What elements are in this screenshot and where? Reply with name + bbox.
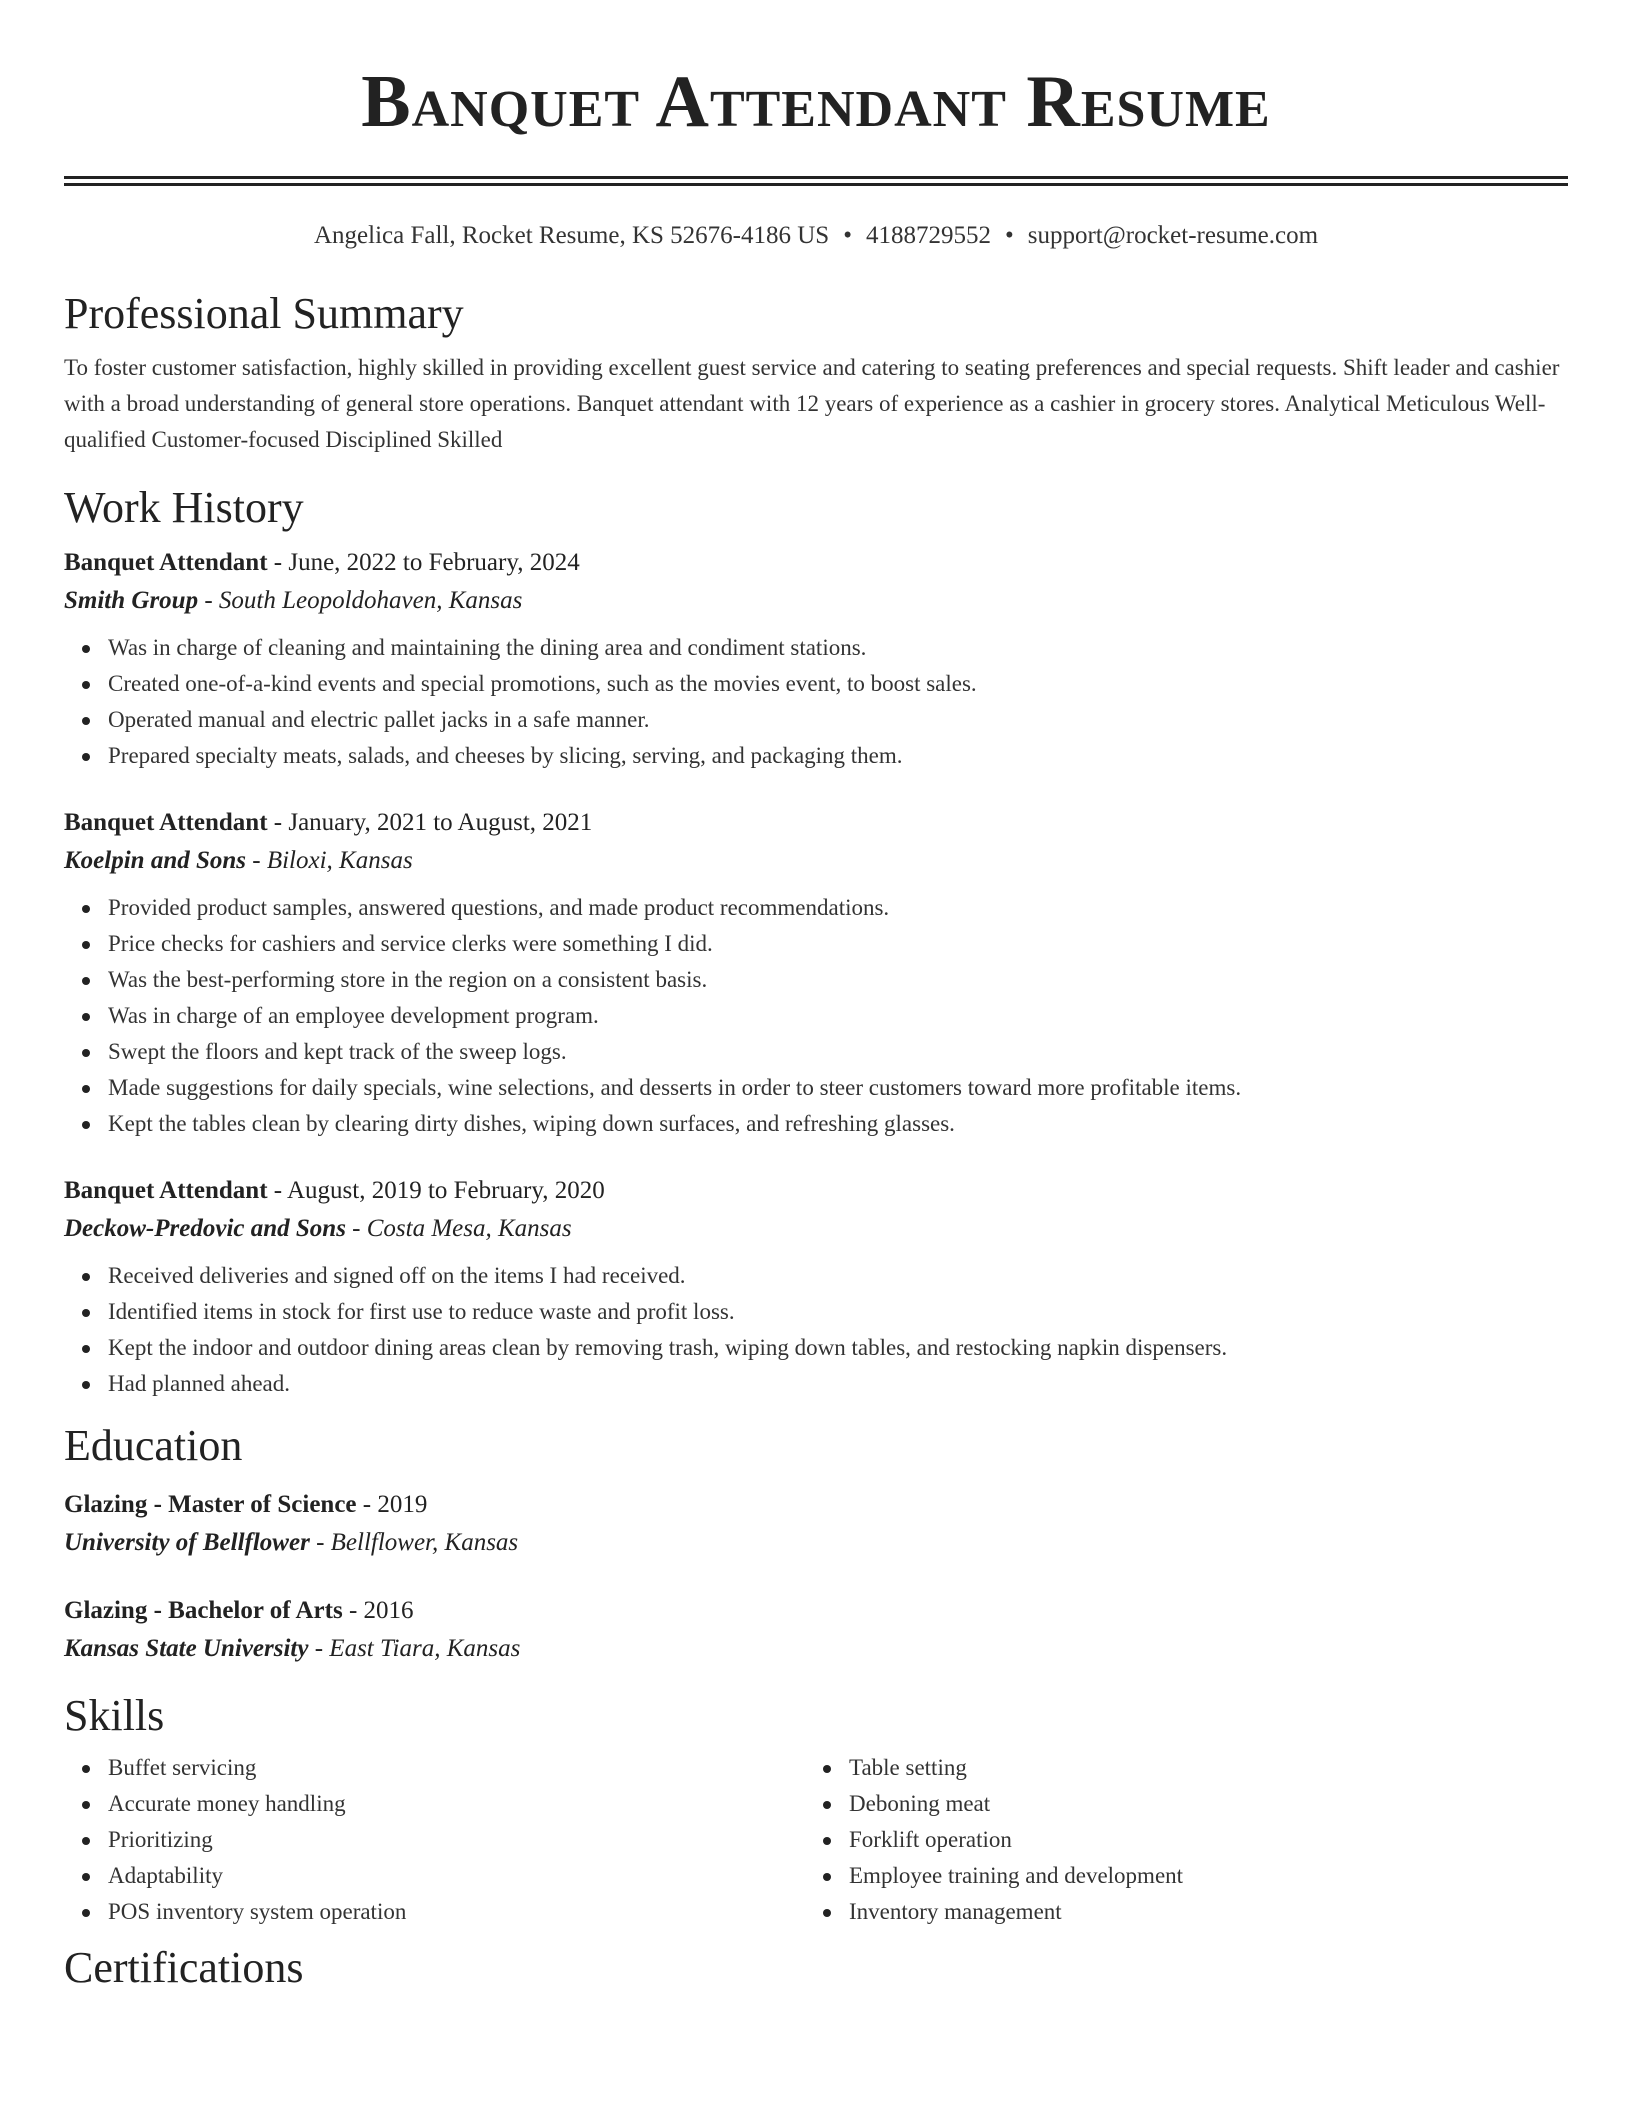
skills-heading: Skills xyxy=(64,1691,165,1740)
education-school-line xyxy=(64,1524,1568,1562)
contact-separator: • xyxy=(843,222,852,249)
skill-item: Inventory management xyxy=(849,1894,1546,1930)
job-employer-line xyxy=(64,1210,1568,1248)
education-location: - East Tiara, Kansas xyxy=(308,1635,521,1662)
contact-line xyxy=(64,220,1568,252)
job-title-line xyxy=(64,544,1568,582)
job-duty: Swept the floors and kept track of the sweep logs. xyxy=(108,1034,1568,1070)
education-school: Kansas State University xyxy=(64,1635,309,1662)
education-degree-line xyxy=(64,1486,1568,1524)
skill-item: Forklift operation xyxy=(849,1822,1546,1858)
contact-address: Angelica Fall, Rocket Resume, KS 52676-4186 US xyxy=(313,222,830,249)
job-dates: - August, 2019 to February, 2020 xyxy=(267,1177,605,1204)
education-location: - Bellflower, Kansas xyxy=(309,1529,519,1556)
work-history-heading: Work History xyxy=(64,483,304,532)
skills-right xyxy=(805,1750,1546,1930)
job-employer: Koelpin and Sons xyxy=(64,847,247,874)
job-duty: Kept the tables clean by clearing dirty dishes, wiping down surfaces, and refreshing glasses. xyxy=(108,1106,1568,1142)
job-duties xyxy=(64,630,1568,774)
job-duty: Had planned ahead. xyxy=(108,1366,1568,1402)
education-entry xyxy=(64,1486,1568,1562)
job-duty: Provided product samples, answered questions, and made product recommendations. xyxy=(108,890,1568,926)
job-role: Banquet Attendant xyxy=(64,549,268,576)
job-location: - Biloxi, Kansas xyxy=(246,847,413,874)
job-duty: Prepared specialty meats, salads, and cheeses by slicing, serving, and packaging them. xyxy=(108,738,1568,774)
education-school: University of Bellflower xyxy=(64,1529,310,1556)
job-duty: Kept the indoor and outdoor dining areas clean by removing trash, wiping down tables, and restocking napkin dispensers. xyxy=(108,1330,1568,1366)
job-dates: - June, 2022 to February, 2024 xyxy=(267,549,580,576)
skill-item: Adaptability xyxy=(108,1858,805,1894)
job-title-line xyxy=(64,804,1568,842)
job-duty: Was in charge of cleaning and maintaining the dining area and condiment stations. xyxy=(108,630,1568,666)
education-degree-line xyxy=(64,1592,1568,1630)
education-school-line xyxy=(64,1630,1568,1668)
skill-item: Accurate money handling xyxy=(108,1786,805,1822)
job-employer: Smith Group xyxy=(64,587,199,614)
education-degree: Glazing - Bachelor of Arts xyxy=(64,1597,343,1624)
education-degree: Glazing - Master of Science xyxy=(64,1491,357,1518)
certifications-heading: Certifications xyxy=(64,1943,304,1992)
contact-separator: • xyxy=(1004,222,1014,249)
education-year: - 2016 xyxy=(342,1597,414,1624)
job-location: - South Leopoldohaven, Kansas xyxy=(198,587,523,614)
job-duty: Made suggestions for daily specials, wine selections, and desserts in order to steer customers toward more profitable items. xyxy=(108,1070,1568,1106)
skills-list xyxy=(64,1750,1568,1930)
skill-item: Table setting xyxy=(849,1750,1546,1786)
job-duty: Created one-of-a-kind events and special promotions, such as the movies event, to boost sales. xyxy=(108,666,1568,702)
job-duty: Price checks for cashiers and service clerks were something I did. xyxy=(108,926,1568,962)
summary-heading: Professional Summary xyxy=(64,289,464,338)
job-dates: - January, 2021 to August, 2021 xyxy=(267,809,593,836)
job-location: - Costa Mesa, Kansas xyxy=(345,1215,572,1242)
job-role: Banquet Attendant xyxy=(64,1177,268,1204)
job-role: Banquet Attendant xyxy=(64,809,268,836)
job-duty: Was the best-performing store in the region on a consistent basis. xyxy=(108,962,1568,998)
contact-phone: 4188729552 xyxy=(865,222,991,249)
education-year: - 2019 xyxy=(356,1491,428,1518)
skills-left xyxy=(64,1750,805,1930)
skill-item: Deboning meat xyxy=(849,1786,1546,1822)
job-employer: Deckow-Predovic and Sons xyxy=(64,1215,346,1242)
job-employer-line xyxy=(64,842,1568,880)
job-duties xyxy=(64,890,1568,1142)
job-employer-line xyxy=(64,582,1568,620)
skills-column-left xyxy=(64,1750,805,1930)
job-duty: Operated manual and electric pallet jacks in a safe manner. xyxy=(108,702,1568,738)
education-heading: Education xyxy=(64,1421,243,1470)
job-title-line xyxy=(64,1172,1568,1210)
job-entry xyxy=(64,544,1568,774)
job-duty: Was in charge of an employee development program. xyxy=(108,998,1568,1034)
skill-item: Prioritizing xyxy=(108,1822,805,1858)
job-entry xyxy=(64,1172,1568,1402)
skill-item: Buffet servicing xyxy=(108,1750,805,1786)
education-entry xyxy=(64,1592,1568,1668)
job-duty: Identified items in stock for first use to reduce waste and profit loss. xyxy=(108,1294,1568,1330)
summary-text: To foster customer satisfaction, highly skilled in providing excellent guest service and catering to seating preferences and special requests. Shift leader and cashier with a broad understanding of general store operations. Banquet attendant with 12 years of experience as a cashier in grocery stores. Analytical Meticulous Well-qualified Customer-focused Disciplined Skilled xyxy=(64,355,1560,452)
skills-column-right xyxy=(805,1750,1546,1930)
skill-item: POS inventory system operation xyxy=(108,1894,805,1930)
skill-item: Employee training and development xyxy=(849,1858,1546,1894)
contact-email: support@rocket-resume.com xyxy=(1027,222,1319,249)
resume-title: Banquet Attendant Resume xyxy=(361,61,1271,143)
title-divider xyxy=(64,176,1568,186)
job-entry xyxy=(64,804,1568,1142)
job-duties xyxy=(64,1258,1568,1402)
job-duty: Received deliveries and signed off on the items I had received. xyxy=(108,1258,1568,1294)
